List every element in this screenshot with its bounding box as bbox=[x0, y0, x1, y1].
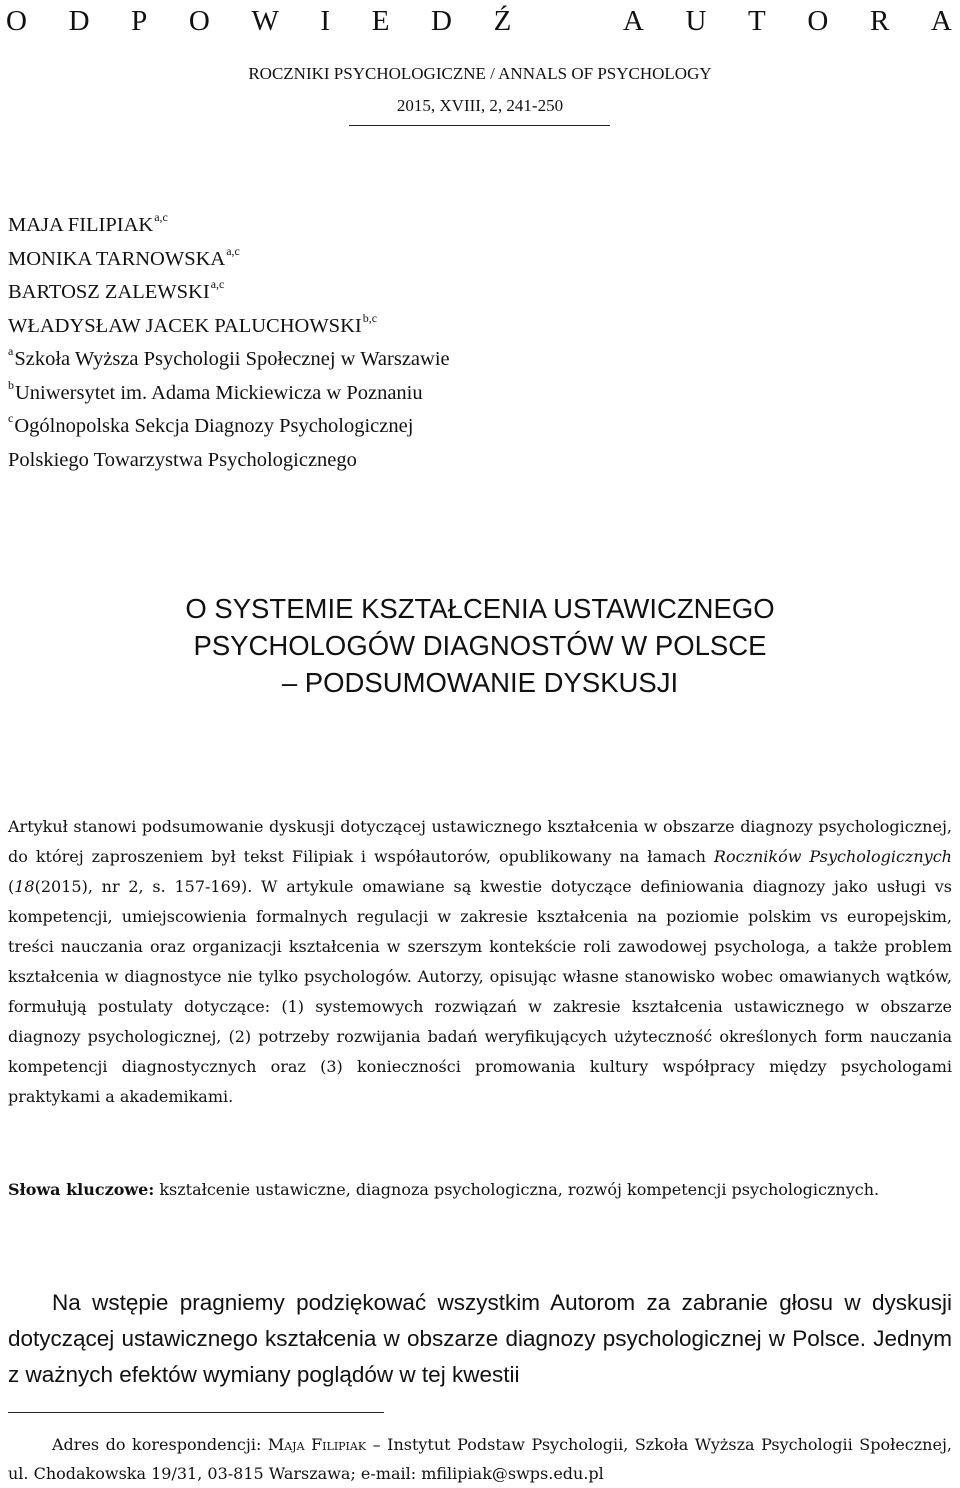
keywords-text: kształcenie ustawiczne, diagnoza psychologiczna, rozwój kompetencji psychologicznych. bbox=[154, 1180, 880, 1199]
header-letter: Ź bbox=[493, 5, 512, 37]
footnote-author: Maja Filipiak bbox=[267, 1435, 367, 1454]
header-letter: O bbox=[188, 5, 210, 37]
affiliation-text: Szkoła Wyższa Psychologii Społecznej w Warszawie bbox=[14, 348, 450, 370]
journal-name: ROCZNIKI PSYCHOLOGICZNE / ANNALS OF PSYCHOLOGY bbox=[248, 64, 712, 83]
intro-paragraph bbox=[8, 1285, 952, 1393]
author-affiliation-marker: b,c bbox=[362, 310, 378, 325]
keywords-label: Słowa kluczowe: bbox=[8, 1180, 155, 1199]
author-affiliation-marker: a,c bbox=[210, 277, 225, 291]
title-line: – PODSUMOWANIE DYSKUSJI bbox=[281, 667, 679, 698]
journal-info bbox=[0, 62, 960, 118]
header-letter: T bbox=[748, 5, 766, 37]
article-title bbox=[0, 590, 960, 701]
keywords bbox=[8, 1174, 952, 1205]
author-affiliation-marker: a,c bbox=[226, 243, 240, 258]
section-header bbox=[6, 4, 952, 38]
author-affiliation-marker: a,c bbox=[154, 210, 168, 224]
affiliation-line bbox=[8, 411, 708, 445]
author-name: MAJA FILIPIAK bbox=[8, 214, 154, 236]
header-letter: O bbox=[807, 5, 829, 37]
footnote-prefix: Adres do korespondencji: bbox=[52, 1435, 268, 1454]
author-line bbox=[8, 244, 708, 278]
intro-text: Na wstępie pragniemy podziękować wszystkim Autorom za zabranie głosu w dyskusji dotyczącej ustawicznego kształcenia w obszarze diagnozy psychologicznej w Polsce. Jednym z ważnych efektów wymiany poglądów w tej kwestii bbox=[8, 1290, 952, 1387]
author-name: MONIKA TARNOWSKA bbox=[8, 247, 226, 270]
header-letter: W bbox=[251, 5, 279, 37]
author-line bbox=[8, 277, 708, 311]
author-name: WŁADYSŁAW JACEK PALUCHOWSKI bbox=[8, 314, 362, 337]
header-letter: U bbox=[685, 5, 707, 37]
header-letter: E bbox=[371, 5, 390, 37]
affiliation-text: Polskiego Towarzystwa Psychologicznego bbox=[8, 448, 357, 471]
journal-divider bbox=[349, 125, 610, 126]
header-letter: I bbox=[320, 5, 331, 37]
affiliation-text: Ogólnopolska Sekcja Diagnozy Psychologicznej bbox=[14, 415, 414, 437]
header-letter: R bbox=[869, 5, 890, 37]
author-block bbox=[8, 210, 708, 476]
journal-citation: Roczników Psychologicznych bbox=[713, 847, 952, 866]
affiliation-line bbox=[8, 344, 708, 378]
author-line bbox=[8, 210, 708, 244]
title-line: PSYCHOLOGÓW DIAGNOSTÓW W POLSCE bbox=[193, 630, 767, 661]
header-letter: O bbox=[6, 5, 27, 37]
author-name: BARTOSZ ZALEWSKI bbox=[8, 281, 210, 303]
abstract bbox=[8, 812, 952, 1112]
title-line: O SYSTEMIE KSZTAŁCENIA USTAWICZNEGO bbox=[185, 593, 775, 624]
affiliation-text: Uniwersytet im. Adama Mickiewicza w Poznaniu bbox=[15, 381, 423, 404]
header-letter: A bbox=[930, 5, 952, 37]
abstract-text: ( bbox=[8, 877, 15, 896]
affiliation-marker: b bbox=[8, 377, 14, 392]
affiliation-marker: a bbox=[8, 344, 14, 358]
header-letter: D bbox=[431, 5, 452, 37]
author-line bbox=[8, 311, 708, 345]
journal-issue: 2015, XVIII, 2, 241-250 bbox=[396, 96, 564, 115]
affiliation-line bbox=[8, 378, 708, 412]
header-letter: D bbox=[68, 5, 90, 37]
volume-number: 18 bbox=[14, 877, 35, 896]
footnote-divider bbox=[8, 1412, 384, 1413]
header-letter: P bbox=[131, 5, 148, 37]
affiliation-line bbox=[8, 445, 708, 477]
header-letter: A bbox=[622, 5, 644, 37]
footnote-text: – Instytut Podstaw Psychologii, Szkoła Wyższa Psychologii Społecznej, ul. Chodakowska 19/31, 03-815 Warszawa; e-mail: mfilipiak@swps.edu.pl bbox=[8, 1435, 952, 1483]
abstract-text: Artykuł stanowi podsumowanie dyskusji dotyczącej ustawicznego kształcenia w obszarze diagnozy psychologicznej, do której zaproszeniem był tekst Filipiak i współautorów, opublikowany na łamach bbox=[8, 817, 952, 866]
affiliation-marker: c bbox=[8, 411, 14, 425]
correspondence-footnote bbox=[8, 1430, 952, 1488]
abstract-text: (2015), nr 2, s. 157-169). W artykule omawiane są kwestie dotyczące definiowania diagnozy jako usługi vs kompetencji, umiejscowienia formalnych regulacji w zakresie kształcenia na poziomie polskim vs europejskim, treści nauczania oraz organizacji kształcenia w szerszym kontekście roli zawodowej psychologa, a także problem kształcenia w diagnostyce nie tylko psychologów. Autorzy, opisując własne stanowisko wobec omawianych wątków, formułują postulaty dotyczące: (1) systemowych rozwiązań w zakresie kształcenia ustawicznego w obszarze diagnozy psychologicznej, (2) potrzeby rozwijania badań weryfikujących użyteczność określonych form nauczania kompetencji diagnostycznych oraz (3) konieczności promowania kultury współpracy między psychologami praktykami a akademikami. bbox=[8, 877, 952, 1106]
